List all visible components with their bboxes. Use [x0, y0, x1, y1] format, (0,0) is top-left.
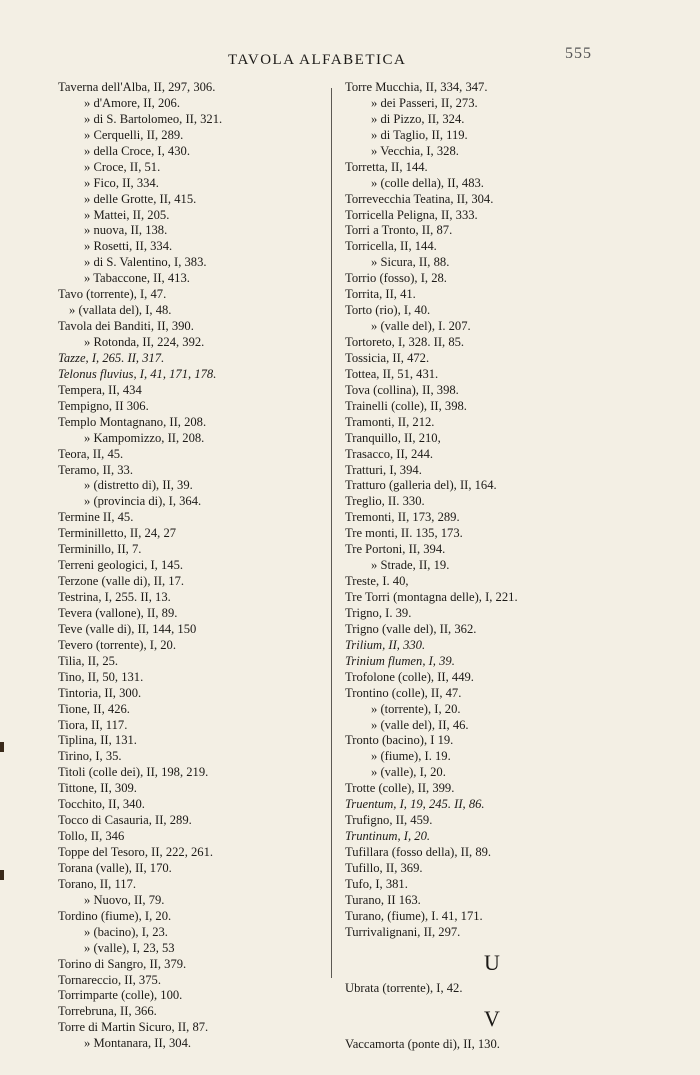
index-subentry: » (distretto di), II, 39. — [84, 478, 193, 493]
index-subentry: » (torrente), I, 20. — [371, 701, 461, 716]
index-entry: Tione, II, 426. — [58, 701, 130, 716]
index-entry: Tavo (torrente), I, 47. — [58, 287, 167, 302]
index-subentry: » Sicura, II, 88. — [371, 255, 450, 270]
index-entry: Tossicia, II, 472. — [345, 350, 430, 365]
scan-artifact-mark — [0, 870, 4, 880]
index-entry: Turrivalignani, II, 297. — [345, 924, 461, 939]
index-entry: Terminillo, II, 7. — [58, 542, 142, 557]
index-subentry: » (colle della), II, 483. — [371, 175, 484, 190]
index-subentry: » Vecchia, I, 328. — [371, 143, 459, 158]
index-subentry: » di S. Bartolomeo, II, 321. — [84, 111, 223, 126]
index-entry: Torrita, II, 41. — [345, 287, 416, 302]
index-entry: Tufillo, II, 369. — [345, 860, 423, 875]
index-subentry: » (fiume), I. 19. — [371, 749, 451, 764]
index-entry: Teramo, II, 33. — [58, 462, 134, 477]
index-entry: Tronto (bacino), I 19. — [345, 733, 454, 748]
index-entry: Tottea, II, 51, 431. — [345, 366, 439, 381]
index-entry: Turano, II 163. — [345, 892, 421, 907]
index-entry: Terminilletto, II, 24, 27 — [58, 526, 177, 541]
index-entry: Ubrata (torrente), I, 42. — [345, 980, 463, 995]
index-subentry: » Rosetti, II, 334. — [84, 239, 173, 254]
column-divider — [331, 88, 332, 978]
index-entry: Tornareccio, II, 375. — [58, 972, 161, 987]
index-entry: Truentum, I, 19, 245. II, 86. — [345, 797, 485, 812]
index-entry: Trufigno, II, 459. — [345, 813, 433, 828]
index-subentry: » Strade, II, 19. — [371, 558, 450, 573]
index-entry: Tratturi, I, 394. — [345, 462, 422, 477]
index-entry: Tempera, II, 434 — [58, 382, 142, 397]
index-entry: Tranquillo, II, 210, — [345, 430, 441, 445]
index-subentry: » Fico, II, 334. — [84, 175, 159, 190]
index-entry: Tempigno, II 306. — [58, 398, 149, 413]
index-subentry: » Cerquelli, II, 289. — [84, 127, 184, 142]
index-entry: Tazze, I, 265. II, 317. — [58, 350, 165, 365]
index-subentry: » Tabaccone, II, 413. — [84, 271, 190, 286]
index-entry: Terzone (valle di), II, 17. — [58, 574, 185, 589]
index-entry: Tilia, II, 25. — [58, 653, 119, 668]
index-entry: Tittone, II, 309. — [58, 781, 137, 796]
index-subentry: » Kampomizzo, II, 208. — [84, 430, 205, 445]
index-subentry: » delle Grotte, II, 415. — [84, 191, 197, 206]
index-entry: Tre Portoni, II, 394. — [345, 542, 446, 557]
index-entry: Torri a Tronto, II, 87. — [345, 223, 453, 238]
running-head-title: TAVOLA ALFABETICA — [228, 52, 407, 68]
index-entry: Torretta, II, 144. — [345, 159, 428, 174]
index-entries-t-continued — [342, 80, 642, 941]
index-entry: Vaccamorta (ponte di), II, 130. — [345, 1036, 500, 1051]
index-entry: Tufo, I, 381. — [345, 876, 408, 891]
page-number: 555 — [565, 45, 592, 62]
index-entry: Titoli (colle dei), II, 198, 219. — [58, 765, 209, 780]
index-entry: Truntinum, I, 20. — [345, 829, 431, 844]
index-entry: Tratturo (galleria del), II, 164. — [345, 478, 497, 493]
index-subentry: » (vallata del), I, 48. — [69, 303, 172, 318]
index-entry: Tirino, I, 35. — [58, 749, 122, 764]
index-entry: Treglio, II. 330. — [345, 494, 425, 509]
index-entry: Trigno (valle del), II, 362. — [345, 621, 477, 636]
index-entry: Torrimparte (colle), 100. — [58, 988, 183, 1003]
index-entry: Teora, II, 45. — [58, 446, 124, 461]
index-entry: Tre Torri (montagna delle), I, 221. — [345, 590, 518, 604]
index-entry: Teve (valle di), II, 144, 150 — [58, 621, 197, 636]
index-entry: Trotte (colle), II, 399. — [345, 781, 455, 796]
index-entry: Tavola dei Banditi, II, 390. — [58, 319, 194, 334]
index-entry: Torto (rio), I, 40. — [345, 303, 431, 318]
index-entry: Tocchito, II, 340. — [58, 797, 145, 812]
index-entry: Terreni geologici, I, 145. — [58, 558, 184, 573]
index-entry: Tiora, II, 117. — [58, 717, 128, 732]
index-entry: Tevera (vallone), II, 89. — [58, 605, 178, 620]
index-entry: Trigno, I. 39. — [345, 605, 412, 620]
index-entry: Tevero (torrente), I, 20. — [58, 637, 177, 652]
index-entry: Tollo, II, 346 — [58, 829, 125, 844]
index-entry: Torricella Peligna, II, 333. — [345, 207, 478, 222]
index-subentry: » della Croce, I, 430. — [84, 143, 190, 158]
index-entry: Torre di Martin Sicuro, II, 87. — [58, 1020, 209, 1035]
index-subentry: » (bacino), I, 23. — [84, 924, 168, 939]
index-entry: Telonus fluvius, I, 41, 171, 178. — [58, 366, 217, 381]
index-entry: Tocco di Casauria, II, 289. — [58, 813, 192, 828]
index-subentry: » di Pizzo, II, 324. — [371, 111, 465, 126]
index-entry: Tortoreto, I, 328. II, 85. — [345, 335, 465, 349]
index-entry: Torre Mucchia, II, 334, 347. — [345, 80, 488, 94]
index-entry: Tova (collina), II, 398. — [345, 382, 459, 397]
index-entry: Torrebruna, II, 366. — [58, 1004, 157, 1019]
index-subentry: » (valle del), II, 46. — [371, 717, 469, 732]
index-entry: Torana (valle), II, 170. — [58, 860, 172, 875]
index-entry: Tino, II, 50, 131. — [58, 669, 144, 684]
index-entry: Tre monti, II. 135, 173. — [345, 526, 463, 541]
index-entry: Tramonti, II, 212. — [345, 414, 435, 429]
index-entry: Tordino (fiume), I, 20. — [58, 908, 172, 923]
index-entry: Torino di Sangro, II, 379. — [58, 956, 187, 971]
index-subentry: » Rotonda, II, 224, 392. — [84, 335, 205, 349]
index-subentry: » (valle), I, 20. — [371, 765, 446, 780]
index-entry: Toppe del Tesoro, II, 222, 261. — [58, 845, 214, 859]
index-subentry: » nuova, II, 138. — [84, 223, 168, 238]
index-subentry: » Nuovo, II, 79. — [84, 892, 165, 907]
index-subentry: » Montanara, II, 304. — [84, 1036, 192, 1051]
index-entries-u — [342, 981, 642, 997]
index-subentry: » (provincia di), I, 364. — [84, 494, 202, 509]
index-entry: Trinium flumen, I, 39. — [345, 653, 455, 668]
index-entry: Treste, I. 40, — [345, 574, 409, 589]
index-entry: Trilium, II, 330. — [345, 637, 426, 652]
index-entry: Termine II, 45. — [58, 510, 134, 525]
index-subentry: » di S. Valentino, I, 383. — [84, 255, 207, 270]
index-entry: Testrina, I, 255. II, 13. — [58, 590, 171, 604]
section-letter-u: U — [484, 949, 500, 975]
index-entry: Torano, II, 117. — [58, 876, 137, 891]
index-column-left — [58, 80, 330, 1052]
index-subentry: » (valle del), I. 207. — [371, 319, 471, 334]
index-entry: Trainelli (colle), II, 398. — [345, 398, 467, 413]
index-entry: Tremonti, II, 173, 289. — [345, 510, 460, 525]
section-letter-v: V — [484, 1005, 500, 1031]
index-subentry: » (valle), I, 23, 53 — [84, 940, 175, 955]
index-entry: Tintoria, II, 300. — [58, 685, 142, 700]
index-entries-v — [342, 1037, 642, 1053]
index-entry: Tiplina, II, 131. — [58, 733, 137, 748]
index-entry: Templo Montagnano, II, 208. — [58, 414, 207, 429]
index-entry: Torrio (fosso), I, 28. — [345, 271, 447, 286]
index-entry: Tufillara (fosso della), II, 89. — [345, 845, 492, 859]
index-subentry: » d'Amore, II, 206. — [84, 95, 181, 110]
index-entry: Trasacco, II, 244. — [345, 446, 434, 461]
index-entry: Torricella, II, 144. — [345, 239, 437, 254]
index-column-right — [342, 80, 642, 1053]
index-subentry: » dei Passeri, II, 273. — [371, 95, 478, 110]
index-entry: Torrevecchia Teatina, II, 304. — [345, 191, 494, 206]
index-entry: Trofolone (colle), II, 449. — [345, 669, 474, 684]
index-subentry: » Mattei, II, 205. — [84, 207, 170, 222]
index-entry: Turano, (fiume), I. 41, 171. — [345, 908, 483, 923]
index-entry: Trontino (colle), II, 47. — [345, 685, 462, 700]
index-subentry: » Croce, II, 51. — [84, 159, 161, 174]
index-entry: Taverna dell'Alba, II, 297, 306. — [58, 80, 216, 94]
scan-artifact-mark — [0, 742, 4, 752]
index-subentry: » di Taglio, II, 119. — [371, 127, 468, 142]
